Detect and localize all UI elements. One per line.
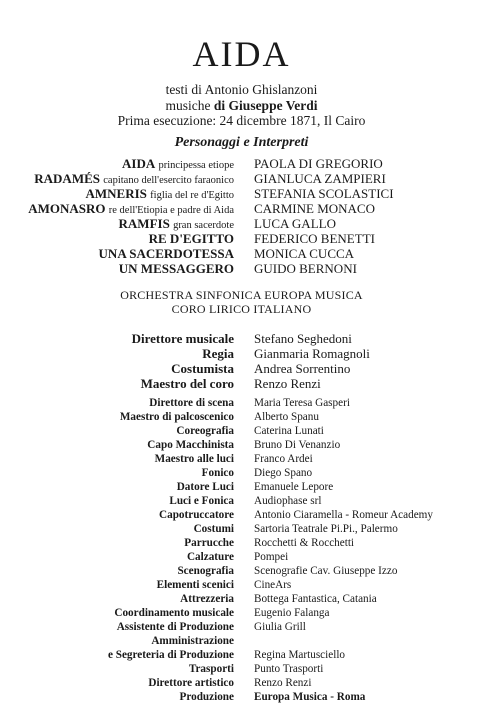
leader-name: Renzo Renzi bbox=[254, 376, 321, 391]
cast-row bbox=[0, 216, 483, 231]
credit-row bbox=[0, 452, 483, 466]
cast-row bbox=[0, 156, 483, 171]
orchestra-name: ORCHESTRA SINFONICA EUROPA MUSICA bbox=[120, 288, 363, 302]
leader-role: Maestro del coro bbox=[140, 376, 234, 391]
credit-role: Luci e Fonica bbox=[169, 495, 234, 507]
cast-actor: FEDERICO BENETTI bbox=[254, 231, 375, 246]
credit-role: e Segreteria di Produzione bbox=[107, 649, 234, 661]
credit-row bbox=[0, 592, 483, 606]
cast-role-desc: gran sacerdote bbox=[173, 220, 234, 231]
credit-role: Assistente di Produzione bbox=[116, 621, 234, 633]
cast-actor: PAOLA DI GREGORIO bbox=[254, 156, 383, 171]
credit-role: Produzione bbox=[179, 691, 234, 703]
cast-actor: GIANLUCA ZAMPIERI bbox=[254, 171, 386, 186]
credit-row bbox=[0, 480, 483, 494]
credit-role: Parrucche bbox=[184, 537, 234, 549]
credit-role: Maestro di palcoscenico bbox=[119, 411, 234, 423]
credit-row bbox=[0, 550, 483, 564]
credit-name: Giulia Grill bbox=[254, 621, 306, 633]
credit-role: Attrezzeria bbox=[180, 593, 234, 605]
credit-name: Bottega Fantastica, Catania bbox=[254, 593, 377, 605]
credit-role: Calzature bbox=[186, 551, 234, 563]
credit-row bbox=[0, 662, 483, 676]
leader-role: Costumista bbox=[171, 361, 234, 376]
credit-name: Audiophase srl bbox=[254, 495, 322, 507]
leader-name: Gianmaria Romagnoli bbox=[254, 346, 370, 361]
cast-role: RE D'EGITTO bbox=[148, 231, 234, 246]
credit-row bbox=[0, 438, 483, 452]
credit-name: Punto Trasporti bbox=[254, 663, 324, 675]
credit-row bbox=[0, 648, 483, 662]
credit-role: Amministrazione bbox=[151, 635, 234, 647]
premiere-line: Prima esecuzione: 24 dicembre 1871, Il Cairo bbox=[117, 113, 366, 128]
leader-role: Regia bbox=[202, 346, 234, 361]
credit-name: Franco Ardei bbox=[254, 453, 313, 465]
credit-row bbox=[0, 466, 483, 480]
credit-name: Renzo Renzi bbox=[254, 677, 312, 689]
cast-role: AMNERIS bbox=[85, 186, 147, 201]
credit-row bbox=[0, 410, 483, 424]
credit-row bbox=[0, 424, 483, 438]
credit-name: Pompei bbox=[254, 551, 289, 563]
credit-row bbox=[0, 536, 483, 550]
leader-name: Stefano Seghedoni bbox=[254, 331, 352, 346]
credit-name: Maria Teresa Gasperi bbox=[254, 397, 350, 409]
credit-row bbox=[0, 396, 483, 410]
leader-row bbox=[0, 346, 483, 361]
cast-role-desc: figlia del re d'Egitto bbox=[150, 190, 234, 201]
cast-role: AMONASRO bbox=[28, 201, 106, 216]
credit-role: Elementi scenici bbox=[156, 579, 234, 591]
cast-role-desc: capitano dell'esercito faraonico bbox=[103, 175, 234, 186]
credit-name: Scenografie Cav. Giuseppe Izzo bbox=[254, 565, 398, 577]
credit-row bbox=[0, 690, 483, 704]
cast-row bbox=[0, 246, 483, 261]
cast-actor: CARMINE MONACO bbox=[254, 201, 375, 216]
composer-name: di Giuseppe Verdi bbox=[213, 97, 318, 113]
cast-role: RADAMÉS bbox=[34, 171, 100, 186]
credit-row bbox=[0, 494, 483, 508]
music-prefix: musiche bbox=[165, 97, 211, 113]
credit-name: Diego Spano bbox=[254, 467, 313, 479]
music-line bbox=[0, 98, 483, 114]
cast-role: UNA SACERDOTESSA bbox=[98, 246, 234, 261]
credit-row bbox=[0, 634, 483, 648]
credit-row bbox=[0, 522, 483, 536]
libretto-line: testi di Antonio Ghislanzoni bbox=[165, 82, 318, 97]
credit-row bbox=[0, 564, 483, 578]
credit-row bbox=[0, 578, 483, 592]
cast-actor: MONICA CUCCA bbox=[254, 246, 355, 261]
cast-row bbox=[0, 201, 483, 216]
leader-name: Andrea Sorrentino bbox=[254, 361, 351, 376]
cast-role: AIDA bbox=[122, 156, 156, 171]
credit-role: Capotruccatore bbox=[159, 509, 234, 521]
cast-row bbox=[0, 261, 483, 276]
leader-row bbox=[0, 331, 483, 346]
credits-header bbox=[0, 82, 483, 129]
credit-name: CineArs bbox=[254, 579, 292, 591]
cast-actor: GUIDO BERNONI bbox=[254, 261, 357, 276]
cast-actor: LUCA GALLO bbox=[254, 216, 336, 231]
credit-name: Caterina Lunati bbox=[254, 425, 324, 437]
credit-name: Europa Musica - Roma bbox=[254, 691, 366, 703]
credit-name: Rocchetti & Rocchetti bbox=[254, 537, 355, 549]
credit-role: Direttore di scena bbox=[149, 397, 234, 409]
cast-role-desc: re dell'Etiopia e padre di Aida bbox=[108, 205, 234, 216]
cast-row bbox=[0, 231, 483, 246]
credit-role: Scenografia bbox=[177, 565, 234, 577]
credit-name: Sartoria Teatrale Pi.Pi., Palermo bbox=[254, 523, 398, 535]
credit-role: Capo Macchinista bbox=[147, 439, 234, 451]
credit-name: Emanuele Lepore bbox=[254, 481, 334, 493]
credit-role: Coordinamento musicale bbox=[114, 607, 234, 619]
credit-role: Costumi bbox=[193, 523, 234, 535]
credit-name: Bruno Di Venanzio bbox=[254, 439, 341, 451]
choir-name: CORO LIRICO ITALIANO bbox=[171, 302, 312, 316]
leader-row bbox=[0, 376, 483, 391]
credit-row bbox=[0, 508, 483, 522]
cast-row bbox=[0, 186, 483, 201]
cast-role: UN MESSAGGERO bbox=[118, 261, 234, 276]
credit-role: Direttore artistico bbox=[148, 677, 234, 689]
credit-name: Regina Martusciello bbox=[254, 649, 346, 661]
cast-role-desc: principessa etiope bbox=[158, 160, 234, 171]
credit-role: Fonico bbox=[201, 467, 234, 479]
credit-row bbox=[0, 620, 483, 634]
cast-row bbox=[0, 171, 483, 186]
page-title: AIDA bbox=[192, 34, 291, 74]
cast-actor: STEFANIA SCOLASTICI bbox=[254, 186, 394, 201]
credit-role: Datore Luci bbox=[176, 481, 234, 493]
credit-role: Maestro alle luci bbox=[154, 453, 234, 465]
credit-name: Eugenio Falanga bbox=[254, 607, 330, 619]
cast-role: RAMFIS bbox=[118, 216, 170, 231]
credit-role: Coreografia bbox=[176, 425, 234, 437]
credit-name: Antonio Ciaramella - Romeur Academy bbox=[254, 509, 433, 521]
credit-row bbox=[0, 676, 483, 690]
cast-heading: Personaggi e Interpreti bbox=[174, 135, 309, 150]
credit-row bbox=[0, 606, 483, 620]
credit-name: Alberto Spanu bbox=[254, 411, 319, 423]
credit-role: Trasporti bbox=[188, 663, 234, 675]
leader-role: Direttore musicale bbox=[131, 331, 234, 346]
ensembles bbox=[0, 288, 483, 316]
leader-row bbox=[0, 361, 483, 376]
